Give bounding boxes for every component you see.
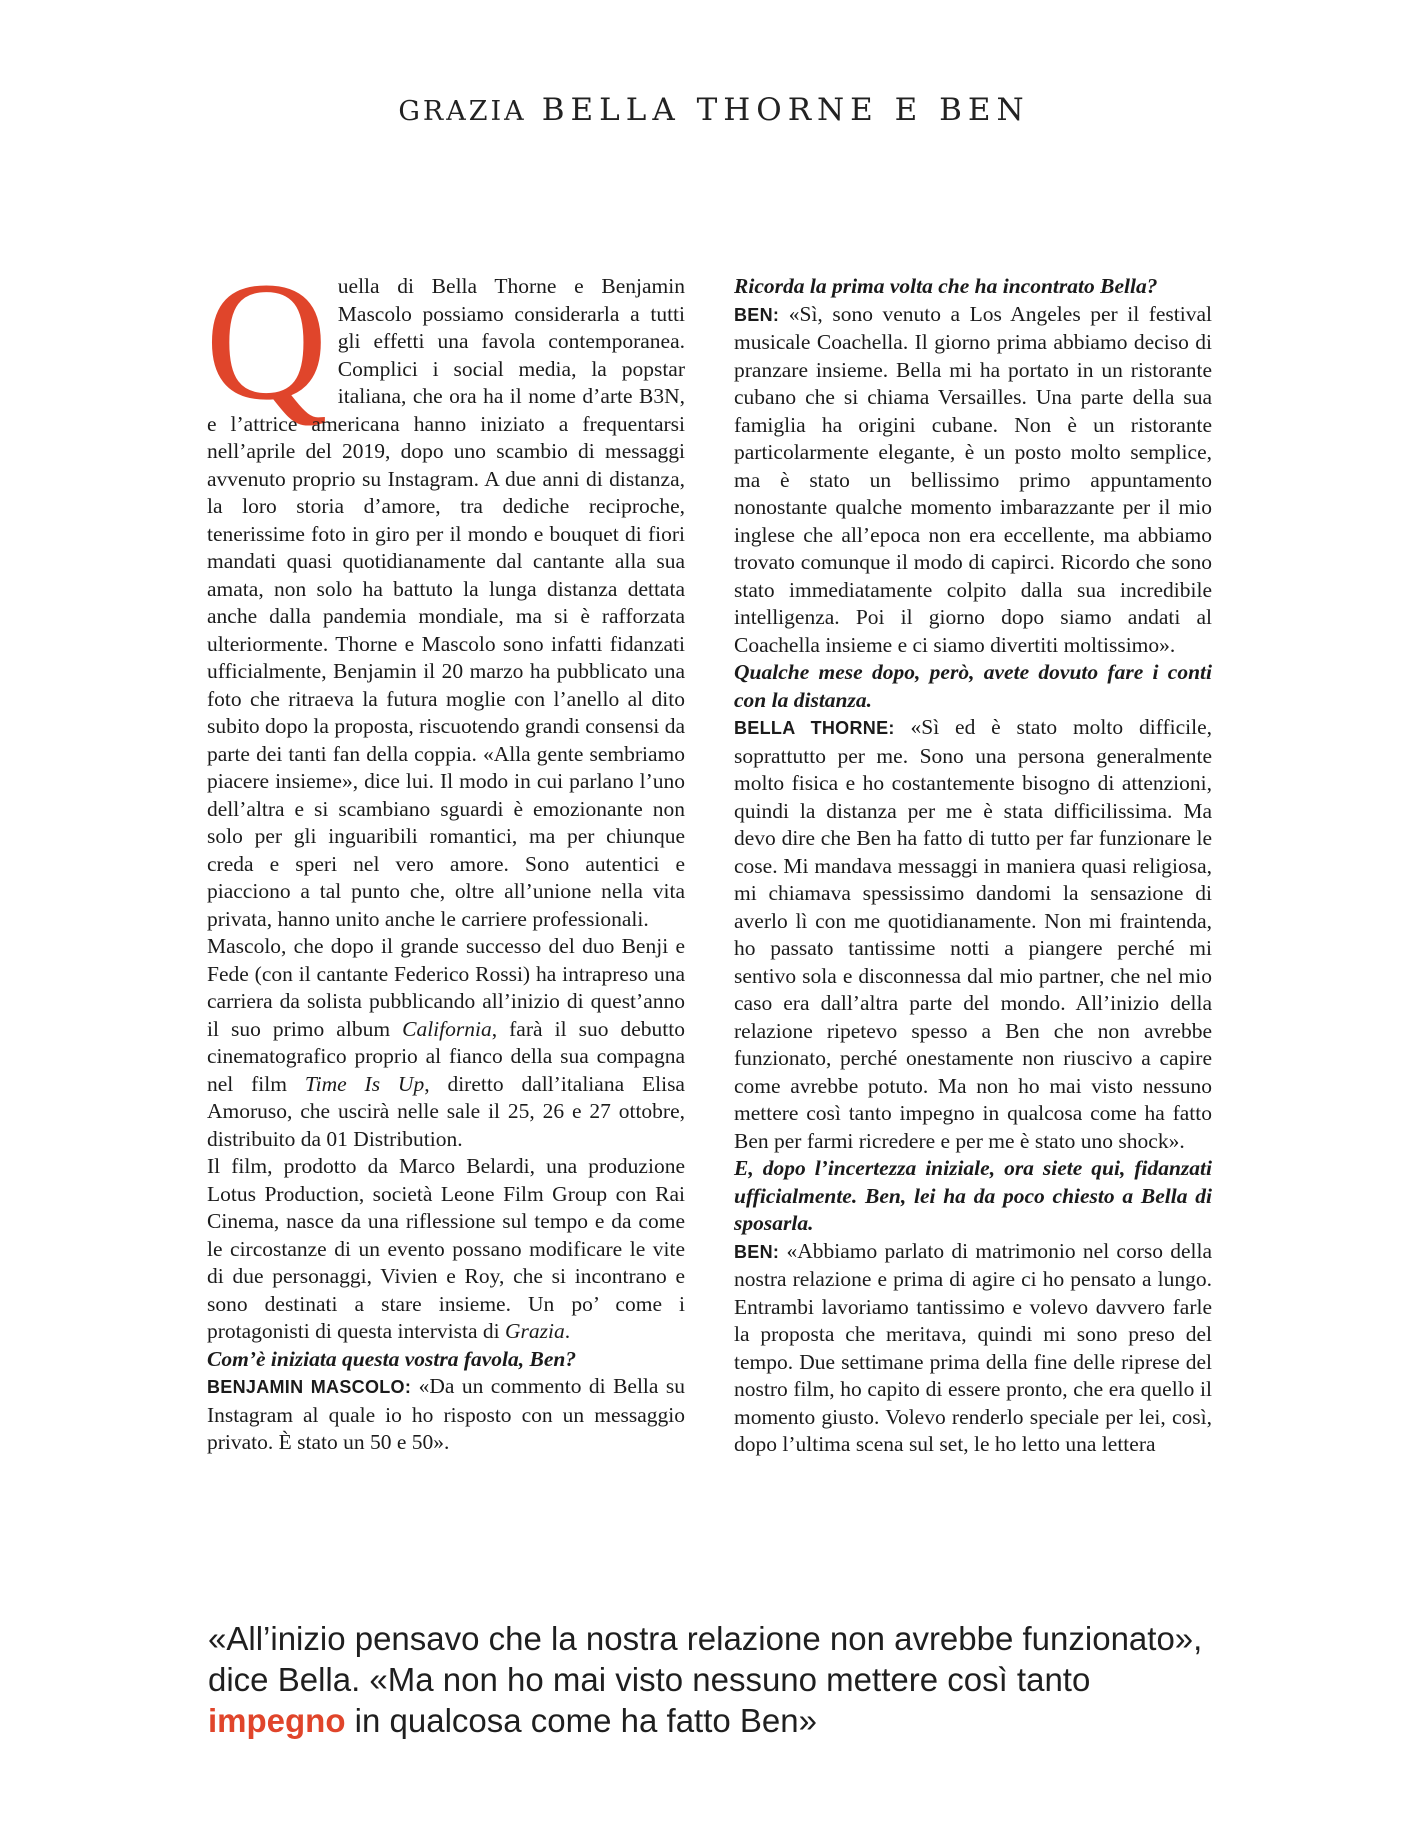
interview-question: Ricorda la prima volta che ha incontrato Bella? xyxy=(734,274,1158,298)
left-column xyxy=(205,247,685,1457)
paragraph-text: . xyxy=(564,1319,571,1343)
interview-question: Qualche mese dopo, però, avete dovuto fare i conti con la distanza. xyxy=(734,660,1212,712)
film-title: Time Is Up xyxy=(304,1071,425,1096)
speaker-label: BENJAMIN MASCOLO: xyxy=(207,1377,412,1397)
answer-text: «Sì ed è stato molto difficile, soprattutto per me. Sono una persona generalmente molto fisica e ho costantemente bisogno di attenzioni, quindi la distanza per me è stata difficilissima. Ma devo dire che Ben ha fatto di tutto per far funzionare le cose. Mi mandava messaggi in maniera quasi religiosa, mi chiamava spessissimo dandomi la sensazione di averlo lì con me quotidianamente. Non mi fraintenda, ho passato tantissime notti a piangere perché mi sentivo sola e disconnessa dal mio partner, che nel mio caso era dall’altra parte del mondo. All’inizio della relazione ripetevo spesso a Ben che non avrebbe funzionato, perché onestamente non riuscivo a capire come avrebbe potuto. Ma non ho mai visto nessuno mettere così tanto impegno in qualcosa come ha fatto Ben per farmi ricredere e per me è stato uno shock». xyxy=(734,715,1212,1153)
intro-text: uella di Bella Thorne e Benjamin Mascolo possiamo considerarla a tutti gli effetti una favola contemporanea. Complici i social media, la popstar italiana, che ora ha il nome d’arte B3N, e l’attrice americana hanno iniziato a frequentarsi nell’aprile del 2019, dopo uno scambio di messaggi avvenuto proprio su Instagram. A due anni di distanza, la loro storia d’amore, tra dediche reciproche, tenerissime foto in giro per il mondo e bouquet di fiori mandati quasi quotidianamente dal cantante alla sua amata, non solo ha battuto la lunga distanza dettata anche dalla pandemia mondiale, ma si è rafforzata ulteriormente. Thorne e Mascolo sono infatti fidanzati ufficialmente, Benjamin il 20 marzo ha pubblicato una foto che ritraeva la futura moglie con l’anello al dito subito dopo la proposta, riscuotendo grandi consensi da parte dei tanti fan della coppia. «Alla gente sembriamo piacere insieme», dice lui. Il modo in cui parlano l’uno dell’altra e si scambiano sguardi è emozionante non solo per gli inguaribili romantici, ma per chiunque creda e speri nel vero amore. Sono autentici e piacciono a tal punto che, oltre all’unione nella vita privata, hanno unito anche le carriere professionali. xyxy=(207,274,685,931)
speaker-label: BEN: xyxy=(734,1241,780,1262)
interview-answer xyxy=(734,301,1212,660)
paragraph-text: Il film, prodotto da Marco Belardi, una produzione Lotus Production, società Leone Film Group con Rai Cinema, nasce da una riflessione sul tempo e da come le circostanze di un evento possano modificare le vite di due personaggi, Vivien e Roy, che si incontrano e sono destinati a stare insieme. Un po’ come i protagonisti di questa intervista di xyxy=(207,1154,685,1343)
body-paragraph-2 xyxy=(207,933,685,1153)
magazine-brand: GRAZIA xyxy=(398,96,527,127)
pull-quote xyxy=(208,1618,1218,1741)
right-column xyxy=(734,273,1212,1459)
album-title: California xyxy=(402,1016,492,1041)
page-header xyxy=(0,92,1428,128)
drop-cap: Q xyxy=(205,247,328,435)
pull-quote-text: in qualcosa come ha fatto Ben» xyxy=(345,1702,817,1739)
interview-question: Com’è iniziata questa vostra favola, Ben? xyxy=(207,1346,577,1371)
article-title: BELLA THORNE E BEN xyxy=(541,92,1030,128)
magazine-name: Grazia xyxy=(504,1319,565,1343)
paragraph-text: , diretto dall’italiana Elisa Amoruso, che uscirà nelle sale il 25, 26 e 27 ottobre, distribuito da 01 Distribution. xyxy=(207,1071,685,1151)
pull-quote-text: «All’inizio pensavo che la nostra relazione non avrebbe funzionato», dice Bella. «Ma non ho mai visto nessuno mettere così tanto xyxy=(208,1620,1203,1698)
pull-quote-highlight: impegno xyxy=(208,1702,346,1739)
speaker-label: BELLA THORNE: xyxy=(734,718,895,738)
body-paragraph-3 xyxy=(207,1153,685,1346)
paragraph-text: , farà il suo debutto cinematografico proprio al fianco della sua compagna nel film xyxy=(207,1016,685,1096)
answer-text: «Sì, sono venuto a Los Angeles per il festival musicale Coachella. Il giorno prima abbiamo deciso di pranzare insieme. Bella mi ha portato in un ristorante cubano che si chiama Versailles. Una parte della sua famiglia ha origini cubane. Non è un ristorante particolarmente elegante, è un posto molto semplice, ma è stato un bellissimo primo appuntamento nonostante qualche momento imbarazzante per il mio inglese che all’epoca non era eccellente, ma abbiamo trovato comunque il modo di capirci. Ricordo che sono stato immediatamente colpito dalla sua incredibile intelligenza. Poi il giorno dopo siamo andati al Coachella insieme e ci siamo divertiti moltissimo». xyxy=(734,301,1212,657)
answer-text: «Da un commento di Bella su Instagram al quale io ho risposto con un messaggio privato. È stato un 50 e 50». xyxy=(207,1374,685,1454)
paragraph-text: Mascolo, che dopo il grande successo del duo Benji e Fede (con il cantante Federico Rossi) ha intrapreso una carriera da solista pubblicando all’inizio di quest’anno il suo primo album xyxy=(207,934,685,1041)
interview-answer xyxy=(207,1373,685,1457)
intro-paragraph xyxy=(205,247,685,933)
interview-answer xyxy=(734,714,1212,1155)
interview-question: E, dopo l’incertezza iniziale, ora siete qui, fidanzati ufficialmente. Ben, lei ha da poco chiesto a Bella di sposarla. xyxy=(734,1156,1212,1235)
interview-answer xyxy=(734,1238,1212,1459)
speaker-label: BEN: xyxy=(734,304,780,325)
answer-text: «Abbiamo parlato di matrimonio nel corso della nostra relazione e prima di agire ci ho pensato a lungo. Entrambi lavoriamo tantissimo e volevo davvero farle la proposta che meritava, quindi mi sono preso del tempo. Due settimane prima della fine delle riprese del nostro film, ho capito di essere pronto, che era quello il momento giusto. Volevo renderlo speciale per lei, così, dopo l’ultima scena sul set, le ho letto una lettera xyxy=(734,1238,1212,1456)
